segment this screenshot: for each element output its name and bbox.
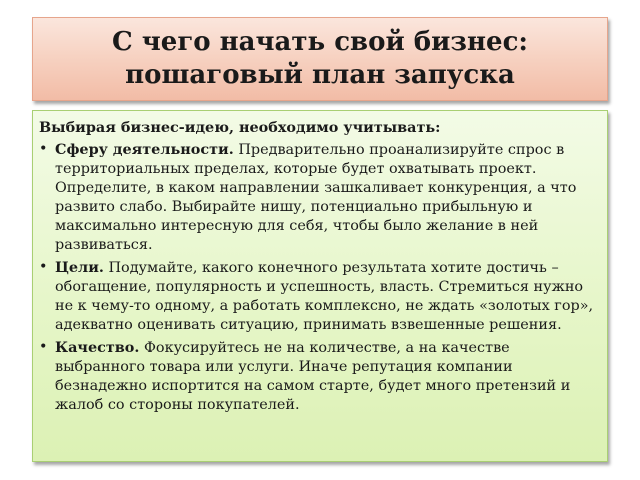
- item-text: Предварительно проанализируйте спрос в территориальных пределах, которые будет охватывать проект. Определите, в каком направлении зашкаливает конкуренция, а что развито слабо. Выбирайте нишу, потенциально прибыльную и максимально интересную для себя, чтобы было желание в ней развиваться.: [55, 142, 577, 253]
- list-item: [39, 338, 597, 415]
- item-term: Цели.: [55, 259, 104, 276]
- list-item: [39, 258, 597, 335]
- item-text: Фокусируйтесь не на количестве, а на качестве выбранного товара или услуги. Иначе репутация компании безнадежно испортится на самом старте, будет много претензий и жалоб со стороны покупателей.: [55, 340, 571, 413]
- intro-text: Выбирая бизнес-идею, необходимо учитывать:: [39, 119, 441, 136]
- title-banner: [32, 17, 608, 101]
- list-item: [39, 140, 597, 255]
- criteria-list: [39, 140, 597, 415]
- bullet-icon: •: [39, 339, 48, 355]
- content-panel: [32, 110, 608, 462]
- bullet-icon: •: [39, 259, 48, 275]
- item-text: Подумайте, какого конечного результата хотите достичь – обогащение, популярность и успешность, власть. Стремиться нужно не к чему-то одному, а работать комплексно, не ждать «золотых гор», адекватно оценивать ситуацию, принимать взвешенные решения.: [55, 260, 594, 333]
- item-term: Качество.: [55, 339, 140, 356]
- item-term: Сферу деятельности.: [55, 141, 234, 158]
- slide-title: С чего начать свой бизнес: пошаговый план запуска: [112, 27, 528, 90]
- bullet-icon: •: [39, 141, 48, 157]
